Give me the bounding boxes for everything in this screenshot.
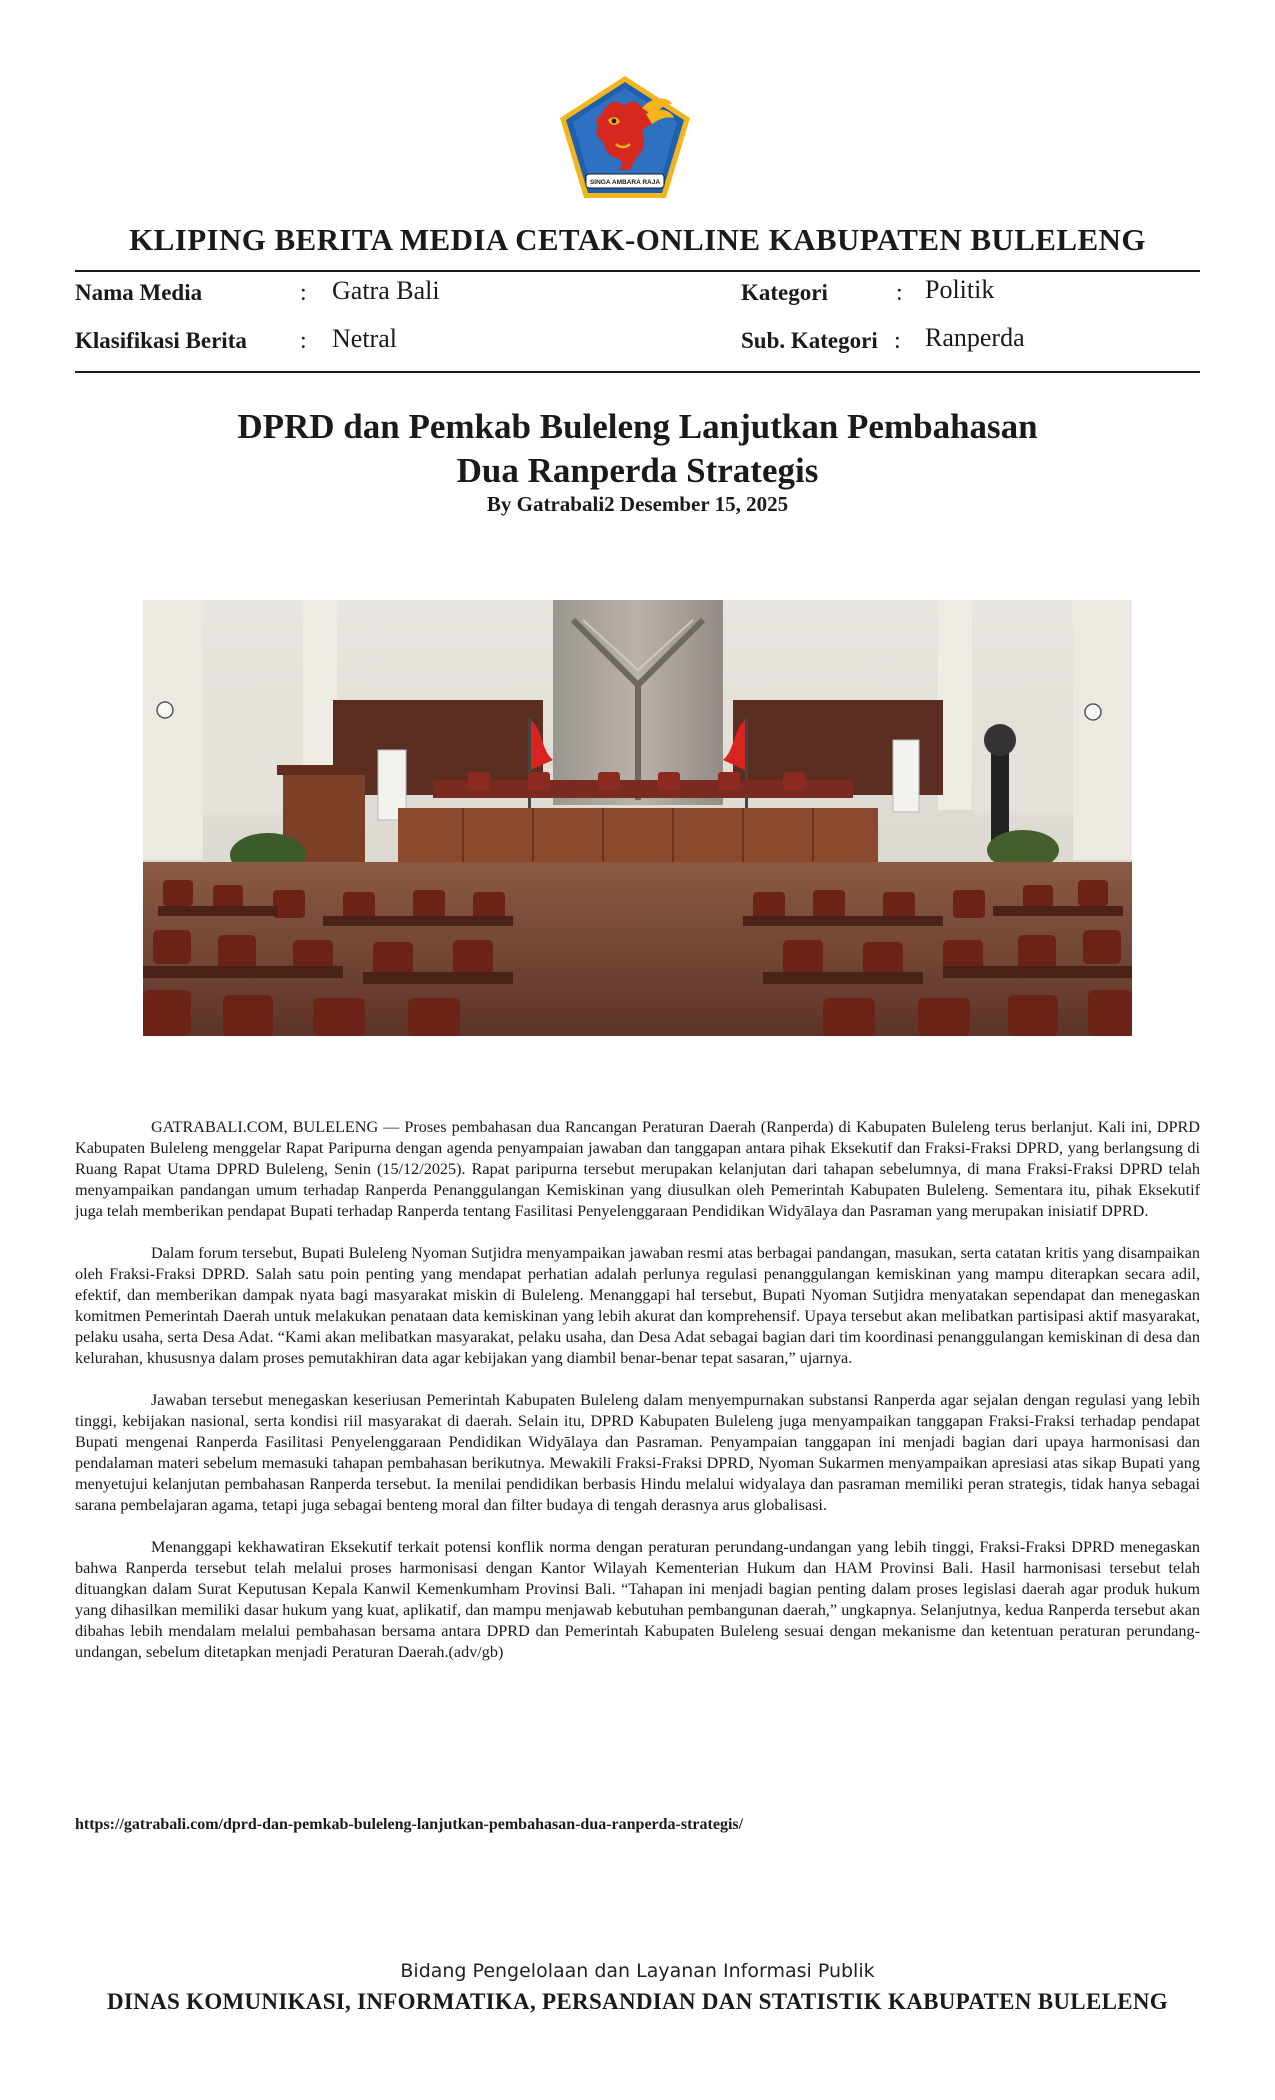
header-bottom-rule: [75, 371, 1200, 373]
clipping-title: KLIPING BERITA MEDIA CETAK-ONLINE KABUPATEN BULELENG: [129, 222, 1146, 257]
article-body: [75, 1117, 1200, 1684]
meta-kategori-row: [741, 275, 1200, 310]
meta-media-row: [75, 278, 635, 310]
plenary-hall-image: [143, 600, 1132, 1036]
footer-division: Bidang Pengelolaan dan Layanan Informasi Publik: [400, 1960, 875, 1982]
meta-klasifikasi-row: [75, 326, 635, 358]
subkategori-colon: :: [894, 328, 901, 354]
kategori-label: Kategori: [741, 280, 828, 305]
logo-motto: SINGA AMBARA RAJA: [589, 179, 661, 186]
singa-ambara-raja-emblem: [558, 74, 692, 200]
meta-subkategori-row: [741, 323, 1200, 358]
headline-line-1: DPRD dan Pemkab Buleleng Lanjutkan Pembahasan: [237, 407, 1038, 446]
kategori-value: Politik: [925, 275, 995, 304]
header-top-rule: [75, 270, 1200, 272]
article-paragraph-1: GATRABALI.COM, BULELENG — Proses pembahasan dua Rancangan Peraturan Daerah (Ranperda) di Kabupaten Buleleng terus berlanjut. Kali ini, DPRD Kabupaten Buleleng menggelar Rapat Paripurna dengan agenda penyampaian jawaban dan tanggapan antara pihak Eksekutif dan Fraksi-Fraksi DPRD, yang berlangsung di Ruang Rapat Utama DPRD Buleleng, Senin (15/12/2025). Rapat paripurna tersebut merupakan kelanjutan dari tahapan sebelumnya, di mana Fraksi-Fraksi DPRD telah menyampaikan pandangan umum terhadap Ranperda Penanggulangan Kemiskinan yang diusulkan oleh Pemerintah Kabupaten Buleleng. Sementara itu, pihak Eksekutif juga telah memberikan pendapat Bupati terhadap Ranperda tentang Fasilitasi Penyelenggaraan Pendidikan Widyālaya dan Pasraman yang merupakan inisiatif DPRD.: [75, 1118, 1200, 1220]
subkategori-value: Ranperda: [925, 323, 1025, 352]
article-paragraph-3: Jawaban tersebut menegaskan keseriusan Pemerintah Kabupaten Buleleng dalam menyempurnakan substansi Ranperda agar sejalan dengan regulasi yang lebih tinggi, kebijakan nasional, serta kondisi riil masyarakat di daerah. Selain itu, DPRD Kabupaten Buleleng juga menyampaikan tanggapan Fraksi-Fraksi terhadap pendapat Bupati mengenai Ranperda Fasilitasi Penyelenggaraan Pendidikan Widyālaya dan Pasraman. Penyampaian tanggapan ini menjadi bagian dari upaya harmonisasi dan pendalaman materi sebelum memasuki tahapan pembahasan berikutnya. Mewakili Fraksi-Fraksi DPRD, Nyoman Sukarmen menyampaikan apresiasi atas sikap Bupati yang menyetujui kelanjutan pembahasan Ranperda tersebut. Ia menilai pendidikan berbasis Hindu melalui widyalaya dan pasraman memiliki peran strategis, tidak hanya sebagai sarana pembelajaran agama, tetapi juga sebagai benteng moral dan filter budaya di tengah derasnya arus globalisasi.: [75, 1391, 1200, 1514]
media-value: Gatra Bali: [332, 276, 440, 305]
article-headline: [0, 405, 1275, 493]
subkategori-label: Sub. Kategori: [741, 328, 878, 353]
klasifikasi-value: Netral: [332, 324, 397, 353]
article-paragraph-2: Dalam forum tersebut, Bupati Buleleng Nyoman Sutjidra menyampaikan jawaban resmi atas berbagai pandangan, masukan, serta catatan kritis yang disampaikan oleh Fraksi-Fraksi DPRD. Salah satu poin penting yang mendapat perhatian adalah perlunya regulasi penanggulangan kemiskinan yang mampu diterapkan secara adil, efektif, dan memberikan dampak nyata bagi masyarakat miskin di Buleleng. Menanggapi hal tersebut, Bupati Nyoman Sutjidra menyatakan sependapat dan menegaskan komitmen Pemerintah Daerah untuk melakukan penataan data kemiskinan yang lebih akurat dan komprehensif. Upaya tersebut akan melibatkan partisipasi aktif masyarakat, pelaku usaha, serta Desa Adat. “Kami akan melibatkan masyarakat, pelaku usaha, dan Desa Adat sebagai bagian dari tim koordinasi penanggulangan kemiskinan di desa dan kelurahan, khususnya dalam proses pemutakhiran data agar kebijakan yang diambil benar-benar tepat sasaran,” ujarnya.: [75, 1244, 1200, 1367]
source-url[interactable]: https://gatrabali.com/dprd-dan-pemkab-buleleng-lanjutkan-pembahasan-dua-ranperda-strategis/: [75, 1816, 744, 1833]
klasifikasi-colon: :: [300, 328, 307, 354]
article-byline: By Gatrabali2 Desember 15, 2025: [486, 492, 789, 516]
article-photo: [143, 600, 1132, 1036]
article-paragraph-4: Menanggapi kekhawatiran Eksekutif terkait potensi konflik norma dengan peraturan perundang-undangan yang lebih tinggi, Fraksi-Fraksi DPRD menegaskan bahwa Ranperda tersebut telah melalui proses harmonisasi dengan Kantor Wilayah Kementerian Hukum dan HAM Provinsi Bali. Hasil harmonisasi tersebut telah dituangkan dalam Surat Keputusan Kepala Kanwil Kemenkumham Provinsi Bali. “Tahapan ini menjadi bagian penting dalam proses legislasi daerah agar produk hukum yang dihasilkan memiliki dasar hukum yang kuat, aplikatif, dan mampu menjawab kebutuhan pembangunan daerah,” ungkapnya. Selanjutnya, kedua Ranperda tersebut akan dibahas lebih mendalam melalui pembahasan bersama antara DPRD dan Pemerintah Kabupaten Buleleng sesuai dengan mekanisme dan ketentuan peraturan perundang-undangan, sebelum ditetapkan menjadi Peraturan Daerah.(adv/gb): [75, 1538, 1200, 1661]
media-colon: :: [300, 280, 307, 306]
regency-logo: [558, 74, 692, 200]
footer-agency: DINAS KOMUNIKASI, INFORMATIKA, PERSANDIAN DAN STATISTIK KABUPATEN BULELENG: [107, 1989, 1168, 2014]
headline-line-2: Dua Ranperda Strategis: [456, 451, 819, 490]
media-label: Nama Media: [75, 280, 203, 305]
kategori-colon: :: [896, 280, 903, 306]
klasifikasi-label: Klasifikasi Berita: [75, 328, 247, 353]
